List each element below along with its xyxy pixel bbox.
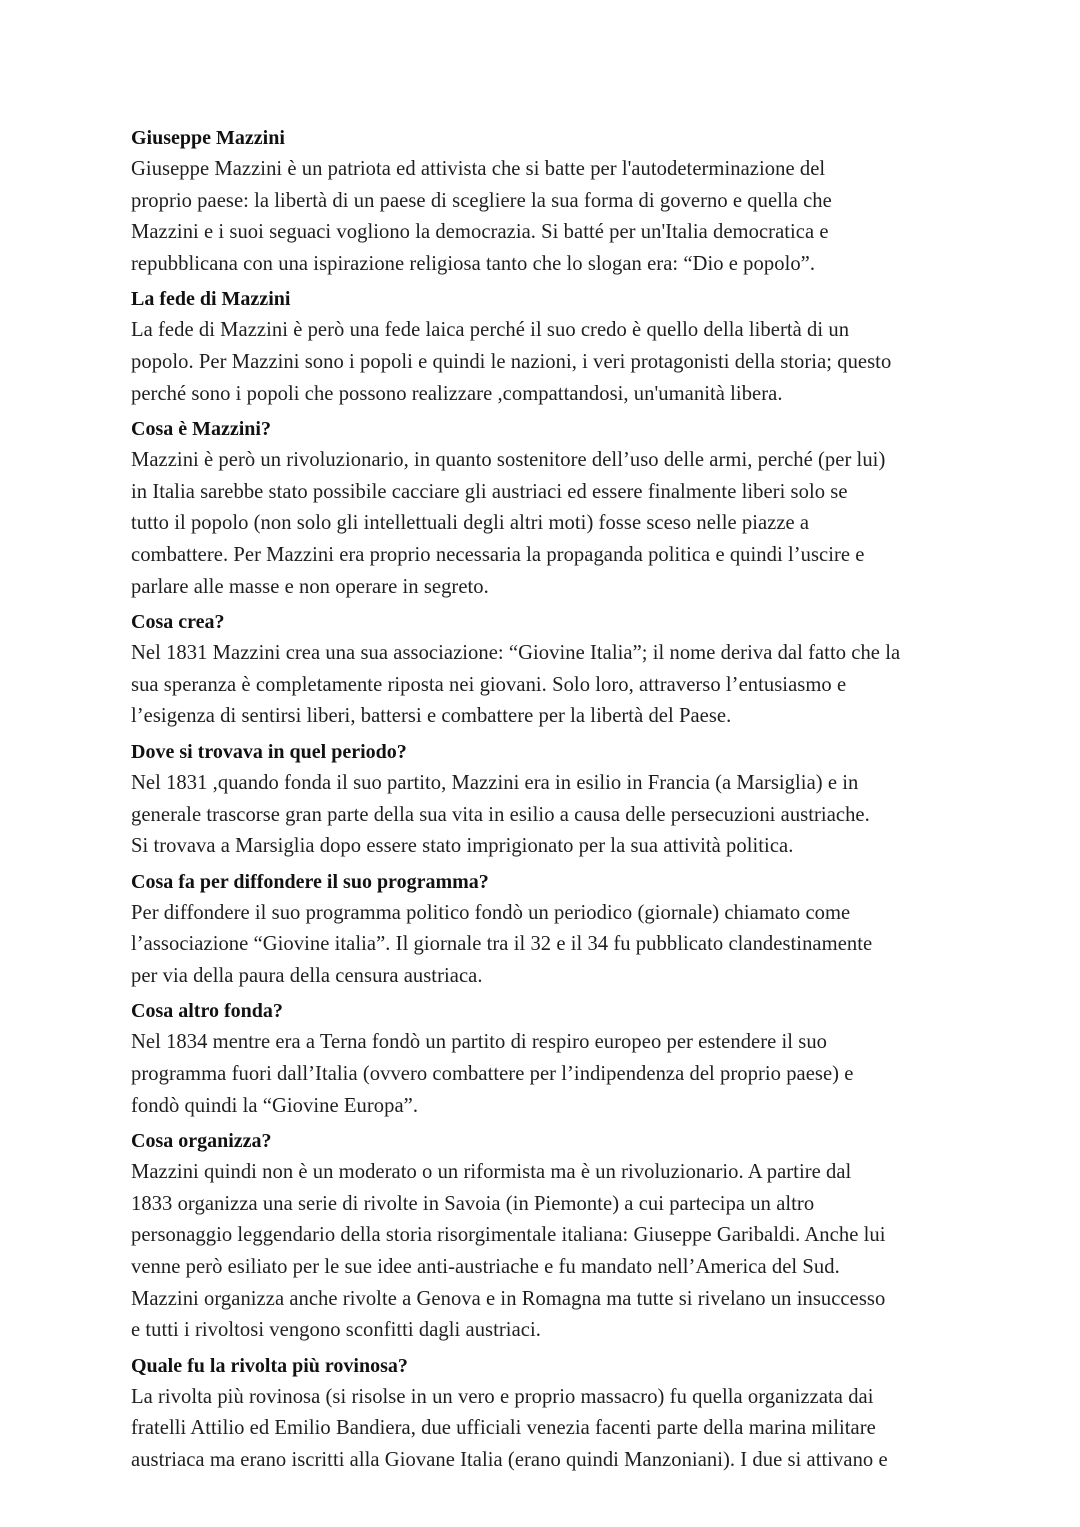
paragraph-line: austriaca ma erano iscritti alla Giovane Italia (erano quindi Manzoniani). I due si attivano e [131, 1449, 888, 1471]
paragraph-line: Si trovava a Marsiglia dopo essere stato imprigionato per la sua attività politica. [131, 835, 794, 858]
paragraph-line: l’associazione “Giovine italia”. Il giornale tra il 32 e il 34 fu pubblicato clandestinamente [131, 933, 873, 956]
section-paragraph [131, 1157, 946, 1347]
paragraph-line: programma fuori dall’Italia (ovvero combattere per l’indipendenza del proprio paese) e [131, 1063, 854, 1086]
paragraph-line: 1833 organizza una serie di rivolte in Savoia (in Piemonte) a cui partecipa un altro [131, 1192, 815, 1215]
paragraph-line: in Italia sarebbe stato possibile cacciare gli austriaci ed essere finalmente liberi solo se [131, 480, 848, 503]
paragraph-line: Giuseppe Mazzini è un patriota ed attivista che si batte per l'autodeterminazione del [131, 158, 826, 180]
paragraph-line: fratelli Attilio ed Emilio Bandiera, due ufficiali venezia facenti parte della marina militare [131, 1417, 876, 1440]
section-heading: Cosa crea? [131, 611, 225, 634]
paragraph-line: popolo. Per Mazzini sono i popoli e quindi le nazioni, i veri protagonisti della storia; questo [131, 350, 892, 373]
paragraph-line: Nel 1831 ,quando fonda il suo partito, Mazzini era in esilio in Francia (a Marsiglia) e in [131, 771, 859, 794]
paragraph-line: proprio paese: la libertà di un paese di scegliere la sua forma di governo e quella che [131, 189, 832, 212]
section-paragraph [131, 445, 946, 603]
paragraph-line: venne però esiliato per le sue idee anti-austriache e fu mandato nell’America del Sud. [131, 1256, 840, 1279]
section-paragraph [131, 638, 946, 733]
paragraph-line: personaggio leggendario della storia risorgimentale italiana: Giuseppe Garibaldi. Anche lui [131, 1224, 886, 1247]
paragraph-line: combattere. Per Mazzini era proprio necessaria la propaganda politica e quindi l’uscire e [131, 543, 865, 566]
paragraph-line: Nel 1834 mentre era a Terna fondò un partito di respiro europeo per estendere il suo [131, 1031, 828, 1054]
section-paragraph [131, 1382, 946, 1477]
paragraph-line: sua speranza è completamente riposta nei giovani. Solo loro, attraverso l’entusiasmo e [131, 673, 847, 696]
paragraph-line: Nel 1831 Mazzini crea una sua associazione: “Giovine Italia”; il nome deriva dal fatto che la [131, 642, 901, 665]
section-heading: Cosa organizza? [131, 1130, 272, 1153]
paragraph-line: fondò quindi la “Giovine Europa”. [131, 1094, 419, 1117]
paragraph-line: repubblicana con una ispirazione religiosa tanto che lo slogan era: “Dio e popolo”. [131, 252, 816, 275]
section-paragraph [131, 315, 946, 410]
section-paragraph [131, 898, 946, 993]
section-heading: Giuseppe Mazzini [131, 127, 285, 149]
section-heading: La fede di Mazzini [131, 288, 291, 311]
paragraph-line: per via della paura della censura austriaca. [131, 964, 483, 987]
paragraph-line: Mazzini organizza anche rivolte a Genova e in Romagna ma tutte si rivelano un insuccesso [131, 1287, 886, 1310]
paragraph-line: generale trascorse gran parte della sua vita in esilio a causa delle persecuzioni austriache. [131, 803, 870, 826]
paragraph-line: Mazzini e i suoi seguaci vogliono la democrazia. Si batté per un'Italia democratica e [131, 221, 829, 244]
paragraph-line: tutto il popolo (non solo gli intellettuali degli altri moti) fosse sceso nelle piazze a [131, 512, 810, 535]
paragraph-line: Mazzini è però un rivoluzionario, in quanto sostenitore dell’uso delle armi, perché (per lui) [131, 449, 886, 472]
paragraph-line: La rivolta più rovinosa (si risolse in un vero e proprio massacro) fu quella organizzata dai [131, 1385, 874, 1408]
paragraph-line: La fede di Mazzini è però una fede laica perché il suo credo è quello della libertà di un [131, 319, 850, 342]
section-heading: Quale fu la rivolta più rovinosa? [131, 1354, 408, 1377]
paragraph-line: perché sono i popoli che possono realizzare ,compattandosi, un'umanità libera. [131, 382, 783, 405]
paragraph-line: l’esigenza di sentirsi liberi, battersi e combattere per la libertà del Paese. [131, 705, 732, 728]
paragraph-line: parlare alle masse e non operare in segreto. [131, 575, 489, 598]
section-heading: Dove si trovava in quel periodo? [131, 740, 407, 763]
section-heading: Cosa altro fonda? [131, 1000, 283, 1023]
paragraph-line: e tutti i rivoltosi vengono sconfitti dagli austriaci. [131, 1319, 541, 1342]
section-heading: Cosa fa per diffondere il suo programma? [131, 870, 489, 893]
section-paragraph [131, 154, 946, 280]
section-paragraph [131, 768, 946, 863]
section-heading: Cosa è Mazzini? [131, 418, 271, 441]
paragraph-line: Per diffondere il suo programma politico fondò un periodico (giornale) chiamato come [131, 901, 851, 924]
section-paragraph [131, 1027, 946, 1122]
document-page [131, 122, 946, 1480]
paragraph-line: Mazzini quindi non è un moderato o un riformista ma è un rivoluzionario. A partire dal [131, 1161, 852, 1184]
